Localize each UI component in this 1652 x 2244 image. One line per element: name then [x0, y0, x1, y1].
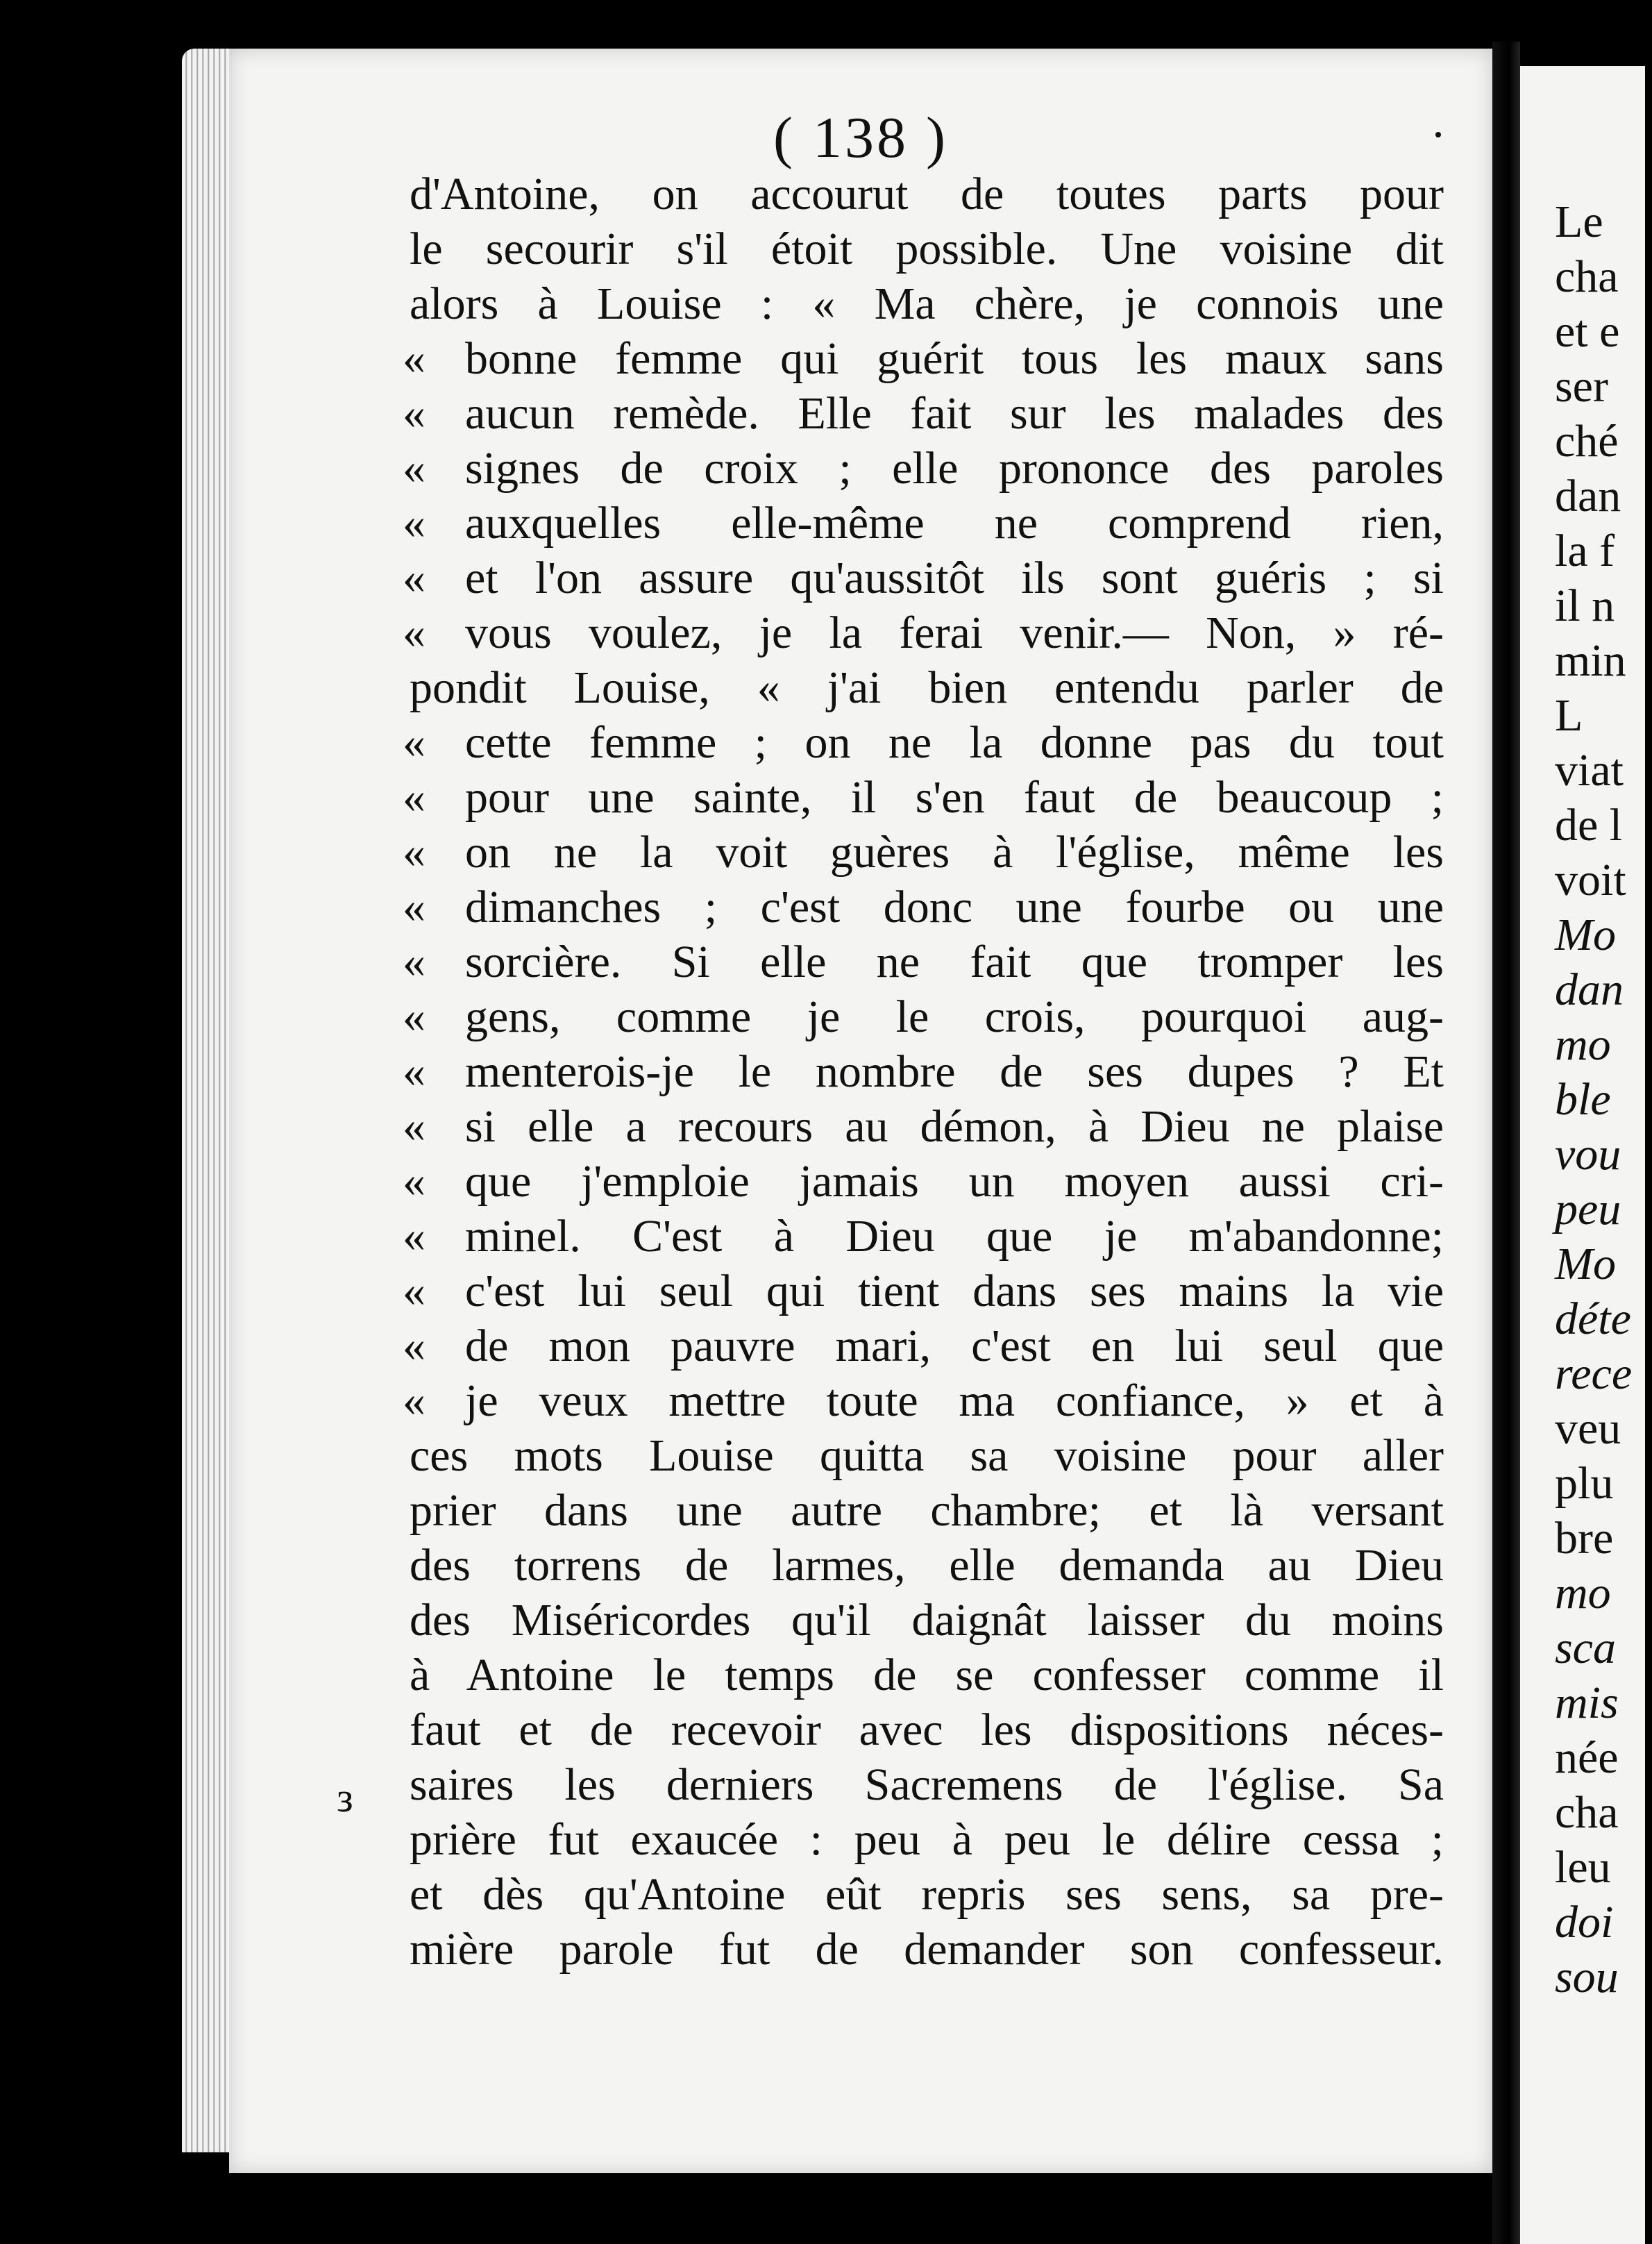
line-text: le secourir s'il étoit possible. Une voisine dit: [410, 224, 1444, 274]
line-text: auxquelles elle-même ne comprend rien,: [465, 498, 1444, 549]
line-text: des torrens de larmes, elle demanda au Dieu: [410, 1540, 1444, 1591]
right-page-line: Mo: [1555, 910, 1616, 960]
line-text: si elle a recours au démon, à Dieu ne plaise: [465, 1101, 1444, 1152]
line-text: pour une sainte, il s'en faut de beaucoup ;: [465, 772, 1444, 823]
text-line: [410, 1593, 1444, 1648]
right-page-line: sca: [1555, 1623, 1616, 1673]
body-text: [403, 167, 1444, 1977]
line-text: que j'emploie jamais un moyen aussi cri-: [465, 1156, 1444, 1207]
right-page-line: L: [1555, 690, 1583, 741]
quote-mark: «: [403, 882, 425, 932]
text-line: [410, 1922, 1444, 1977]
right-page-text: [1555, 194, 1652, 2004]
right-page-line: doi: [1555, 1897, 1614, 1948]
quote-mark: «: [403, 388, 425, 439]
text-line: [403, 825, 1444, 880]
text-line: [410, 660, 1444, 715]
right-page-line: vou: [1555, 1129, 1621, 1180]
text-line: [410, 1702, 1444, 1757]
line-text: aucun remède. Elle fait sur les malades des: [465, 388, 1444, 439]
right-page-line: dan: [1555, 964, 1624, 1015]
text-line: [403, 989, 1444, 1044]
right-page-line: Mo: [1555, 1239, 1616, 1289]
line-text: et dès qu'Antoine eût repris ses sens, sa pre-: [410, 1869, 1444, 1920]
line-text: mière parole fut de demander son confesseur.: [410, 1924, 1444, 1975]
right-page-line: Le: [1555, 196, 1603, 247]
right-page-line: mo: [1555, 1019, 1611, 1070]
text-line: [403, 1154, 1444, 1209]
line-text: gens, comme je le crois, pourquoi aug-: [465, 991, 1444, 1042]
text-line: [403, 935, 1444, 989]
right-page-line: cha: [1555, 251, 1619, 302]
right-page-line: mis: [1555, 1677, 1619, 1728]
right-page-line: il n: [1555, 580, 1615, 631]
right-page-line: plu: [1555, 1458, 1614, 1509]
line-text: cette femme ; on ne la donne pas du tout: [465, 717, 1444, 768]
line-text: de mon pauvre mari, c'est en lui seul que: [465, 1321, 1444, 1371]
book-gutter: [1492, 42, 1520, 2244]
right-page-line: déte: [1555, 1293, 1631, 1344]
text-line: [403, 551, 1444, 605]
right-page-line: leu: [1555, 1842, 1611, 1893]
text-line: [403, 331, 1444, 386]
text-line: [410, 1648, 1444, 1702]
right-page-line: bre: [1555, 1513, 1614, 1564]
text-line: [403, 715, 1444, 770]
line-text: saires les derniers Sacremens de l'église. Sa: [410, 1759, 1444, 1810]
text-line: [410, 276, 1444, 331]
line-text: et l'on assure qu'aussitôt ils sont guéris ; si: [465, 553, 1444, 603]
line-text: on ne la voit guères à l'église, même les: [465, 827, 1444, 878]
quote-mark: «: [403, 608, 425, 658]
line-text: prier dans une autre chambre; et là versant: [410, 1485, 1444, 1536]
text-line: [403, 770, 1444, 825]
line-text: c'est lui seul qui tient dans ses mains la vie: [465, 1266, 1444, 1316]
right-page-line: sou: [1555, 1952, 1619, 2002]
text-line: [410, 1483, 1444, 1538]
quote-mark: «: [403, 553, 425, 603]
right-page-line: née: [1555, 1732, 1619, 1783]
line-text: d'Antoine, on accourut de toutes parts pour: [410, 169, 1444, 219]
line-text: signes de croix ; elle prononce des paroles: [465, 443, 1444, 494]
right-page-line: ché: [1555, 416, 1619, 467]
right-page-line: min: [1555, 635, 1626, 686]
line-text: des Miséricordes qu'il daignât laisser du moins: [410, 1595, 1444, 1646]
margin-mark: з: [337, 1775, 353, 1820]
text-line: [403, 605, 1444, 660]
right-page-line: ser: [1555, 361, 1608, 412]
line-text: vous voulez, je la ferai venir.— Non, » ré-: [465, 608, 1444, 658]
line-text: minel. C'est à Dieu que je m'abandonne;: [465, 1211, 1444, 1262]
text-line: [410, 1428, 1444, 1483]
text-line: [410, 1812, 1444, 1867]
right-page-line: la f: [1555, 526, 1615, 576]
quote-mark: «: [403, 1375, 425, 1426]
right-page-line: mo: [1555, 1568, 1611, 1618]
text-line: [403, 1209, 1444, 1264]
right-page-line: veu: [1555, 1403, 1621, 1454]
right-page-line: voit: [1555, 855, 1626, 905]
text-line: [403, 386, 1444, 441]
right-page-line: et e: [1555, 306, 1620, 357]
text-line: [403, 1318, 1444, 1373]
quote-mark: «: [403, 1266, 425, 1316]
quote-mark: «: [403, 443, 425, 494]
right-page-line: dan: [1555, 471, 1621, 521]
text-line: [410, 1538, 1444, 1593]
line-text: sorcière. Si elle ne fait que tromper les: [465, 937, 1444, 987]
page-number: ( 138 ): [773, 106, 948, 170]
text-line: [403, 496, 1444, 551]
quote-mark: «: [403, 717, 425, 768]
line-text: à Antoine le temps de se confesser comme il: [410, 1650, 1444, 1700]
line-text: ces mots Louise quitta sa voisine pour aller: [410, 1430, 1444, 1481]
line-text: je veux mettre toute ma confiance, » et à: [465, 1375, 1444, 1426]
text-line: [403, 1373, 1444, 1428]
right-page-line: ble: [1555, 1074, 1611, 1125]
book-page-edges: [182, 49, 236, 2152]
quote-mark: «: [403, 937, 425, 987]
text-line: [403, 1044, 1444, 1099]
line-text: dimanches ; c'est donc une fourbe ou une: [465, 882, 1444, 932]
right-page-line: de l: [1555, 800, 1623, 851]
line-text: alors à Louise : « Ma chère, je connois une: [410, 278, 1444, 329]
line-text: faut et de recevoir avec les dispositions néces-: [410, 1705, 1444, 1755]
text-line: [403, 1099, 1444, 1154]
right-page-line: viat: [1555, 745, 1624, 796]
quote-mark: «: [403, 991, 425, 1042]
quote-mark: «: [403, 1046, 425, 1097]
quote-mark: «: [403, 1156, 425, 1207]
right-page-line: peu: [1555, 1184, 1621, 1234]
text-line: [403, 1264, 1444, 1318]
quote-mark: «: [403, 772, 425, 823]
text-line: [403, 880, 1444, 935]
text-line: [410, 167, 1444, 221]
text-line: [410, 1757, 1444, 1812]
line-text: menterois-je le nombre de ses dupes ? Et: [465, 1046, 1444, 1097]
quote-mark: «: [403, 333, 425, 384]
text-line: [410, 221, 1444, 276]
quote-mark: «: [403, 498, 425, 549]
line-text: bonne femme qui guérit tous les maux sans: [465, 333, 1444, 384]
text-line: [403, 441, 1444, 496]
quote-mark: «: [403, 1101, 425, 1152]
line-text: pondit Louise, « j'ai bien entendu parler de: [410, 662, 1444, 713]
quote-mark: «: [403, 1321, 425, 1371]
quote-mark: «: [403, 1211, 425, 1262]
line-text: prière fut exaucée : peu à peu le délire cessa ;: [410, 1814, 1444, 1865]
right-page-line: cha: [1555, 1787, 1619, 1838]
quote-mark: «: [403, 827, 425, 878]
text-line: [410, 1867, 1444, 1922]
right-page-line: rece: [1555, 1348, 1633, 1399]
